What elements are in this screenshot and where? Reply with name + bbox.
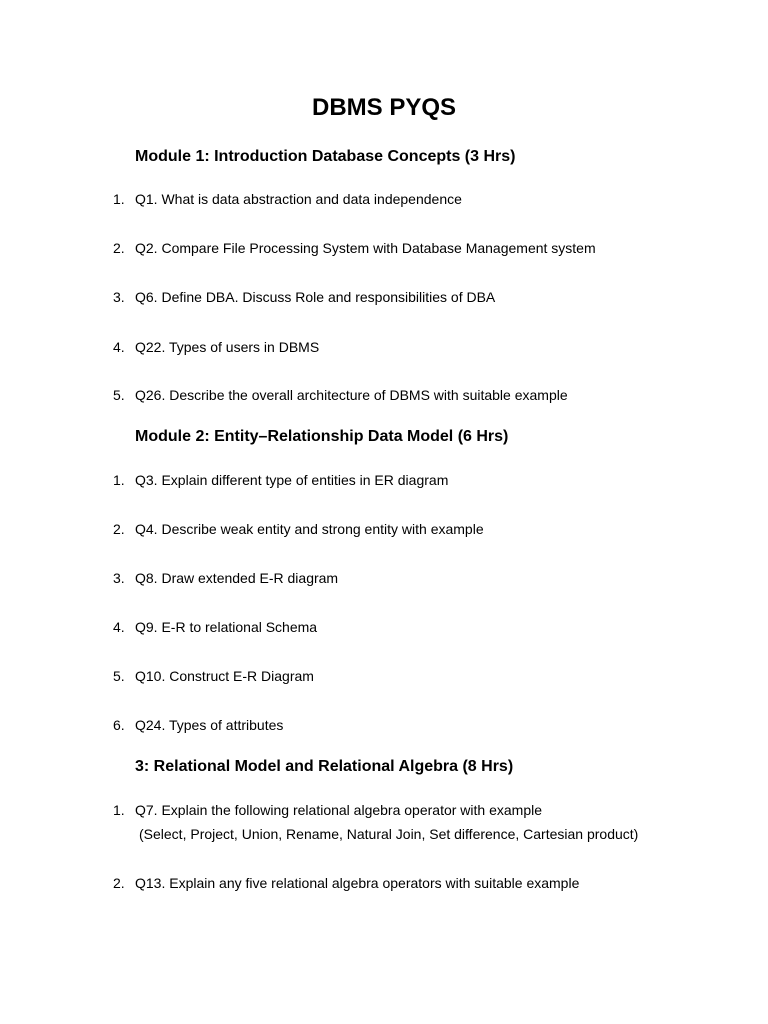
list-item-text: Q13. Explain any five relational algebra operators with suitable example	[135, 875, 580, 891]
list-item-number: 4.	[113, 339, 125, 355]
list-item-number: 4.	[113, 619, 125, 635]
list-item-number: 2.	[113, 521, 125, 537]
list-item-text: Q6. Define DBA. Discuss Role and responsibilities of DBA	[135, 289, 496, 305]
list-item-text: Q7. Explain the following relational algebra operator with example	[135, 802, 543, 818]
document-title: DBMS PYQS	[311, 94, 457, 121]
list-item-number: 1.	[113, 472, 125, 488]
list-item-text: Q24. Types of attributes	[135, 717, 284, 733]
list-item-number: 3.	[113, 289, 125, 305]
list-item-text: Q9. E-R to relational Schema	[135, 619, 318, 635]
module-heading: Module 1: Introduction Database Concepts (3 Hrs)	[135, 148, 516, 165]
list-item-number: 2.	[113, 875, 125, 891]
list-item-text: Q4. Describe weak entity and strong entity with example	[135, 521, 484, 537]
list-item-number: 6.	[113, 717, 125, 733]
list-item-text: Q22. Types of users in DBMS	[135, 339, 320, 355]
list-item-number: 1.	[113, 191, 125, 207]
list-item-number: 5.	[113, 387, 125, 403]
module-heading: Module 2: Entity–Relationship Data Model (6 Hrs)	[135, 428, 509, 445]
list-item-number: 1.	[113, 802, 125, 818]
list-item-subtext: (Select, Project, Union, Rename, Natural Join, Set difference, Cartesian product)	[139, 826, 639, 842]
list-item-text: Q26. Describe the overall architecture of DBMS with suitable example	[135, 387, 568, 403]
list-item-number: 2.	[113, 240, 125, 256]
list-item-text: Q1. What is data abstraction and data independence	[135, 191, 462, 207]
list-item	[0, 798, 768, 846]
list-item-number: 5.	[113, 668, 125, 684]
list-item-text: Q2. Compare File Processing System with Database Management system	[135, 240, 596, 256]
list-item-text: Q10. Construct E-R Diagram	[135, 668, 314, 684]
list-item-text: Q8. Draw extended E-R diagram	[135, 570, 339, 586]
list-item-number: 3.	[113, 570, 125, 586]
module-heading: 3: Relational Model and Relational Algebra (8 Hrs)	[135, 758, 514, 775]
list-item-text: Q3. Explain different type of entities in ER diagram	[135, 472, 449, 488]
